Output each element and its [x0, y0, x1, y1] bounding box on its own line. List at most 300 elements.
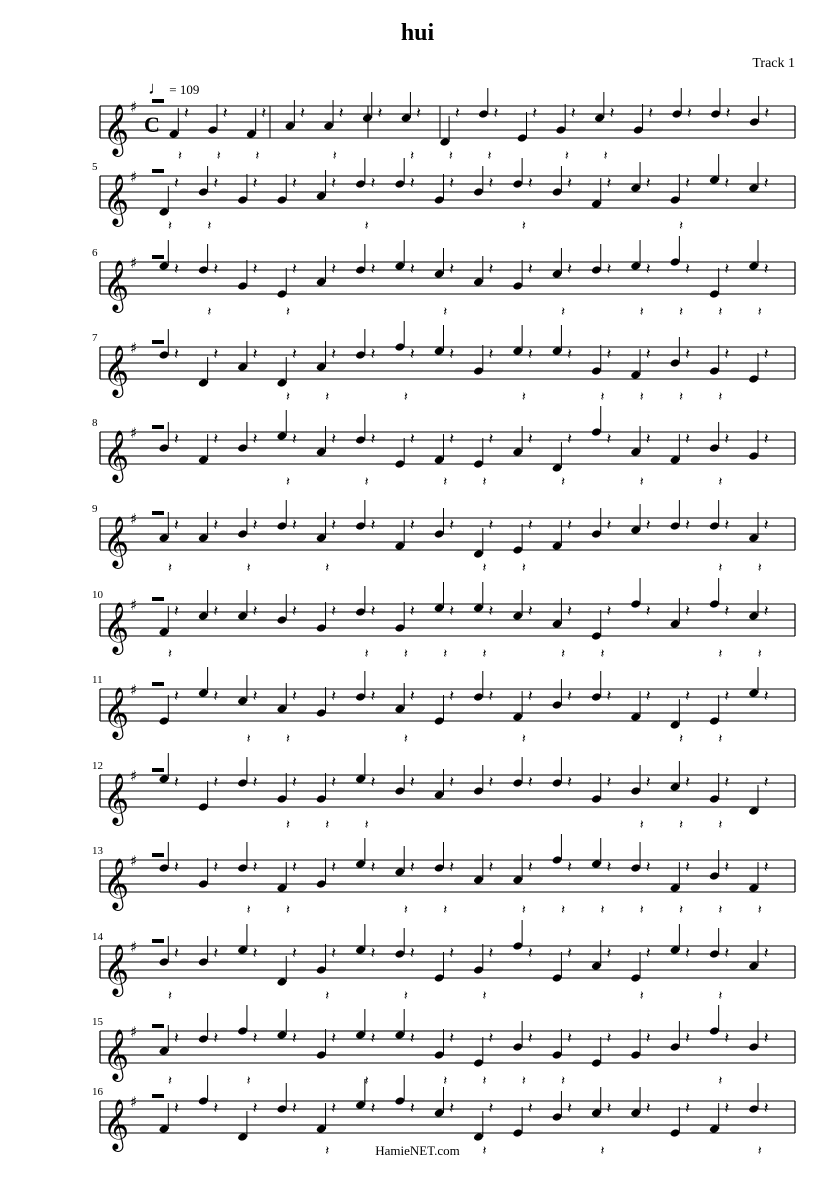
quarter-rest-icon: 𝄽 — [718, 903, 723, 918]
quarter-rest-icon: 𝄽 — [488, 344, 494, 363]
sharp-icon: ♯ — [130, 510, 138, 528]
quarter-rest-icon: 𝄽 — [168, 219, 172, 234]
staff-system — [92, 834, 795, 918]
quarter-rest-icon: 𝄽 — [493, 103, 499, 122]
measure-number: 15 — [92, 1016, 103, 1028]
quarter-rest-icon: 𝄽 — [567, 601, 573, 620]
quarter-rest-icon: 𝄽 — [724, 772, 730, 791]
quarter-rest-icon: 𝄽 — [409, 515, 415, 534]
quarter-rest-icon: 𝄽 — [449, 173, 455, 192]
quarter-rest-icon: 𝄽 — [252, 686, 258, 705]
quarter-rest-icon: 𝄽 — [331, 601, 337, 620]
quarter-rest-icon: 𝄽 — [679, 219, 684, 234]
quarter-rest-icon: 𝄽 — [763, 429, 769, 448]
quarter-rest-icon: 𝄽 — [645, 173, 651, 192]
quarter-rest-icon: 𝄽 — [410, 149, 415, 164]
quarter-rest-icon: 𝄽 — [645, 857, 651, 876]
quarter-rest-icon: 𝄽 — [325, 390, 330, 405]
quarter-rest-icon: 𝄽 — [567, 943, 573, 962]
quarter-rest-icon: 𝄽 — [606, 601, 612, 620]
quarter-rest-icon: 𝄽 — [645, 686, 651, 705]
quarter-rest-icon: 𝄽 — [567, 857, 573, 876]
quarter-rest-icon: 𝄽 — [285, 305, 290, 320]
quarter-rest-icon: 𝄽 — [252, 515, 258, 534]
rest-icon — [152, 1024, 164, 1028]
quarter-rest-icon: 𝄽 — [213, 259, 219, 278]
quarter-rest-icon: 𝄽 — [449, 344, 455, 363]
quarter-rest-icon: 𝄽 — [370, 772, 376, 791]
quarter-rest-icon: 𝄽 — [207, 219, 212, 234]
quarter-rest-icon: 𝄽 — [763, 1028, 769, 1047]
quarter-rest-icon: 𝄽 — [600, 903, 605, 918]
quarter-rest-icon: 𝄽 — [449, 515, 455, 534]
staff-system — [92, 154, 795, 234]
sharp-icon: ♯ — [130, 1023, 138, 1041]
quarter-rest-icon: 𝄽 — [443, 305, 448, 320]
quarter-rest-icon: 𝄽 — [686, 103, 692, 122]
sharp-icon: ♯ — [130, 596, 138, 614]
quarter-rest-icon: 𝄽 — [443, 1074, 448, 1089]
quarter-rest-icon: 𝄽 — [291, 601, 297, 620]
quarter-rest-icon: 𝄽 — [213, 857, 219, 876]
quarter-rest-icon: 𝄽 — [222, 103, 228, 122]
treble-clef-icon: 𝄞 — [103, 773, 130, 824]
time-signature: C — [144, 112, 160, 137]
quarter-rest-icon: 𝄽 — [725, 103, 731, 122]
quarter-rest-icon: 𝄽 — [246, 561, 251, 576]
quarter-rest-icon: 𝄽 — [291, 173, 297, 192]
quarter-rest-icon: 𝄽 — [454, 103, 460, 122]
quarter-rest-icon: 𝄽 — [370, 1098, 376, 1117]
treble-clef-icon: 𝄞 — [103, 174, 130, 225]
quarter-rest-icon: 𝄽 — [645, 1098, 651, 1117]
quarter-rest-icon: 𝄽 — [639, 305, 644, 320]
quarter-rest-icon: 𝄽 — [184, 103, 189, 122]
staff-system — [92, 500, 795, 576]
quarter-rest-icon: 𝄽 — [561, 647, 566, 662]
quarter-rest-icon: 𝄽 — [216, 149, 221, 164]
quarter-rest-icon: 𝄽 — [370, 344, 376, 363]
staff-system — [92, 753, 795, 833]
quarter-rest-icon: 𝄽 — [685, 601, 690, 620]
quarter-rest-icon: 𝄽 — [325, 989, 330, 1004]
sharp-icon: ♯ — [130, 339, 138, 357]
quarter-rest-icon: 𝄽 — [488, 857, 494, 876]
quarter-rest-icon: 𝄽 — [331, 686, 337, 705]
quarter-rest-icon: 𝄽 — [168, 647, 172, 662]
quarter-rest-icon: 𝄽 — [487, 149, 492, 164]
staff-system — [92, 920, 795, 1004]
treble-clef-icon: 𝄞 — [103, 687, 130, 738]
sharp-icon: ♯ — [130, 681, 138, 699]
treble-clef-icon: 𝄞 — [103, 104, 130, 155]
quarter-rest-icon: 𝄽 — [527, 429, 533, 448]
quarter-rest-icon: 𝄽 — [606, 344, 612, 363]
quarter-rest-icon: 𝄽 — [567, 259, 573, 278]
quarter-rest-icon: 𝄽 — [609, 103, 615, 122]
quarter-rest-icon: 𝄽 — [600, 647, 605, 662]
footer-credit: HamieNET.com — [375, 1143, 460, 1158]
quarter-rest-icon: 𝄽 — [449, 1028, 455, 1047]
measure-number: 5 — [92, 161, 98, 173]
quarter-rest-icon: 𝄽 — [168, 989, 172, 1004]
quarter-rest-icon: 𝄽 — [724, 1098, 730, 1117]
staff-system — [92, 406, 795, 490]
measure-number: 13 — [92, 845, 103, 857]
quarter-rest-icon: 𝄽 — [252, 1098, 258, 1117]
quarter-rest-icon: 𝄽 — [645, 259, 651, 278]
treble-clef-icon: 𝄞 — [103, 944, 130, 995]
quarter-rest-icon: 𝄽 — [482, 1074, 487, 1089]
quarter-rest-icon: 𝄽 — [246, 1074, 251, 1089]
quarter-rest-icon: 𝄽 — [561, 475, 566, 490]
quarter-rest-icon: 𝄽 — [527, 173, 533, 192]
quarter-rest-icon: 𝄽 — [403, 903, 408, 918]
quarter-rest-icon: 𝄽 — [174, 173, 179, 192]
quarter-rest-icon: 𝄽 — [403, 390, 408, 405]
quarter-rest-icon: 𝄽 — [718, 390, 723, 405]
quarter-rest-icon: 𝄽 — [685, 857, 690, 876]
quarter-rest-icon: 𝄽 — [370, 601, 376, 620]
quarter-rest-icon: 𝄽 — [449, 259, 455, 278]
quarter-rest-icon: 𝄽 — [443, 475, 448, 490]
quarter-rest-icon: 𝄽 — [482, 989, 487, 1004]
quarter-rest-icon: 𝄽 — [252, 429, 258, 448]
quarter-rest-icon: 𝄽 — [331, 857, 337, 876]
quarter-rest-icon: 𝄽 — [207, 305, 212, 320]
quarter-rest-icon: 𝄽 — [567, 686, 573, 705]
measure-number: 14 — [92, 931, 103, 943]
quarter-rest-icon: 𝄽 — [332, 149, 337, 164]
quarter-rest-icon: 𝄽 — [325, 1144, 330, 1159]
treble-clef-icon: 𝄞 — [103, 260, 130, 311]
quarter-rest-icon: 𝄽 — [521, 561, 526, 576]
quarter-rest-icon: 𝄽 — [600, 1144, 605, 1159]
quarter-rest-icon: 𝄽 — [174, 601, 179, 620]
quarter-rest-icon: 𝄽 — [679, 903, 684, 918]
quarter-rest-icon: 𝄽 — [364, 818, 369, 833]
quarter-rest-icon: 𝄽 — [648, 103, 654, 122]
quarter-rest-icon: 𝄽 — [763, 173, 769, 192]
quarter-rest-icon: 𝄽 — [685, 429, 690, 448]
staff-system — [92, 321, 795, 405]
quarter-rest-icon: 𝄽 — [409, 259, 415, 278]
quarter-rest-icon: 𝄽 — [488, 259, 494, 278]
quarter-rest-icon: 𝄽 — [252, 943, 258, 962]
sharp-icon: ♯ — [130, 424, 138, 442]
quarter-rest-icon: 𝄽 — [685, 686, 690, 705]
quarter-rest-icon: 𝄽 — [174, 1028, 179, 1047]
staff-system — [92, 236, 795, 320]
rest-icon — [152, 1094, 164, 1098]
quarter-rest-icon: 𝄽 — [448, 149, 453, 164]
quarter-rest-icon: 𝄽 — [261, 103, 267, 122]
rest-icon — [152, 853, 164, 857]
quarter-rest-icon: 𝄽 — [718, 818, 723, 833]
quarter-rest-icon: 𝄽 — [685, 173, 690, 192]
quarter-rest-icon: 𝄽 — [527, 857, 533, 876]
quarter-rest-icon: 𝄽 — [645, 515, 651, 534]
quarter-rest-icon: 𝄽 — [606, 686, 612, 705]
quarter-rest-icon: 𝄽 — [724, 259, 730, 278]
quarter-rest-icon: 𝄽 — [488, 173, 494, 192]
quarter-rest-icon: 𝄽 — [757, 561, 762, 576]
quarter-rest-icon: 𝄽 — [213, 1098, 219, 1117]
measure-number: 6 — [92, 247, 98, 259]
quarter-rest-icon: 𝄽 — [757, 1144, 762, 1159]
quarter-rest-icon: 𝄽 — [527, 686, 533, 705]
quarter-rest-icon: 𝄽 — [409, 344, 415, 363]
quarter-rest-icon: 𝄽 — [291, 772, 297, 791]
measure-number: 11 — [92, 674, 103, 686]
quarter-rest-icon: 𝄽 — [370, 515, 376, 534]
quarter-rest-icon: 𝄽 — [331, 515, 337, 534]
measure-number: 10 — [92, 589, 103, 601]
quarter-rest-icon: 𝄽 — [246, 732, 251, 747]
quarter-rest-icon: 𝄽 — [325, 561, 330, 576]
sharp-icon: ♯ — [130, 1093, 138, 1111]
quarter-rest-icon: 𝄽 — [567, 1028, 573, 1047]
treble-clef-icon: 𝄞 — [103, 858, 130, 909]
quarter-rest-icon: 𝄽 — [685, 943, 690, 962]
quarter-rest-icon: 𝄽 — [409, 943, 415, 962]
quarter-rest-icon: 𝄽 — [724, 686, 730, 705]
quarter-rest-icon: 𝄽 — [488, 1098, 494, 1117]
quarter-rest-icon: 𝄽 — [685, 515, 690, 534]
quarter-rest-icon: 𝄽 — [252, 173, 258, 192]
quarter-rest-icon: 𝄽 — [488, 943, 494, 962]
quarter-rest-icon: 𝄽 — [606, 1028, 612, 1047]
quarter-rest-icon: 𝄽 — [482, 1144, 487, 1159]
quarter-rest-icon: 𝄽 — [174, 344, 179, 363]
quarter-rest-icon: 𝄽 — [255, 149, 260, 164]
quarter-rest-icon: 𝄽 — [645, 1028, 651, 1047]
quarter-rest-icon: 𝄽 — [645, 943, 651, 962]
quarter-rest-icon: 𝄽 — [763, 601, 769, 620]
quarter-rest-icon: 𝄽 — [488, 686, 494, 705]
sharp-icon: ♯ — [130, 254, 138, 272]
quarter-rest-icon: 𝄽 — [685, 344, 690, 363]
quarter-rest-icon: 𝄽 — [331, 1028, 337, 1047]
quarter-rest-icon: 𝄽 — [403, 647, 408, 662]
quarter-rest-icon: 𝄽 — [213, 1028, 219, 1047]
quarter-rest-icon: 𝄽 — [567, 173, 573, 192]
quarter-rest-icon: 𝄽 — [291, 1098, 297, 1117]
quarter-rest-icon: 𝄽 — [606, 173, 612, 192]
treble-clef-icon: 𝄞 — [103, 1029, 130, 1080]
treble-clef-icon: 𝄞 — [103, 345, 130, 396]
piece-title: hui — [400, 20, 435, 46]
treble-clef-icon: 𝄞 — [103, 430, 130, 481]
quarter-rest-icon: 𝄽 — [724, 601, 730, 620]
quarter-rest-icon: 𝄽 — [763, 515, 769, 534]
quarter-rest-icon: 𝄽 — [213, 515, 219, 534]
quarter-rest-icon: 𝄽 — [178, 149, 182, 164]
quarter-rest-icon: 𝄽 — [409, 429, 415, 448]
quarter-rest-icon: 𝄽 — [606, 259, 612, 278]
quarter-rest-icon: 𝄽 — [213, 686, 219, 705]
quarter-rest-icon: 𝄽 — [527, 344, 533, 363]
quarter-rest-icon: 𝄽 — [527, 515, 533, 534]
quarter-rest-icon: 𝄽 — [570, 103, 576, 122]
quarter-rest-icon: 𝄽 — [527, 1098, 533, 1117]
quarter-rest-icon: 𝄽 — [338, 103, 344, 122]
quarter-rest-icon: 𝄽 — [252, 259, 258, 278]
quarter-rest-icon: 𝄽 — [645, 429, 651, 448]
measure-number: 8 — [92, 417, 98, 429]
quarter-rest-icon: 𝄽 — [718, 647, 723, 662]
quarter-rest-icon: 𝄽 — [285, 475, 290, 490]
quarter-rest-icon: 𝄽 — [488, 515, 494, 534]
quarter-rest-icon: 𝄽 — [527, 772, 533, 791]
quarter-rest-icon: 𝄽 — [443, 903, 448, 918]
quarter-rest-icon: 𝄽 — [527, 943, 533, 962]
quarter-rest-icon: 𝄽 — [763, 1098, 769, 1117]
rest-icon — [152, 768, 164, 772]
quarter-rest-icon: 𝄽 — [213, 772, 219, 791]
track-label: Track 1 — [752, 56, 795, 71]
quarter-rest-icon: 𝄽 — [606, 943, 612, 962]
quarter-rest-icon: 𝄽 — [639, 989, 644, 1004]
quarter-rest-icon: 𝄽 — [291, 259, 297, 278]
quarter-rest-icon: 𝄽 — [174, 429, 179, 448]
quarter-rest-icon: 𝄽 — [370, 857, 376, 876]
staff-system — [92, 667, 795, 747]
quarter-rest-icon: 𝄽 — [521, 219, 526, 234]
staff-system — [100, 88, 795, 164]
quarter-rest-icon: 𝄽 — [603, 149, 608, 164]
quarter-rest-icon: 𝄽 — [449, 1098, 455, 1117]
quarter-rest-icon: 𝄽 — [409, 1098, 415, 1117]
treble-clef-icon: 𝄞 — [103, 1099, 130, 1150]
quarter-rest-icon: 𝄽 — [370, 429, 376, 448]
rest-icon — [152, 682, 164, 686]
quarter-rest-icon: 𝄽 — [168, 1074, 172, 1089]
quarter-rest-icon: 𝄽 — [300, 103, 305, 122]
rest-icon — [152, 255, 164, 259]
quarter-rest-icon: 𝄽 — [416, 103, 422, 122]
quarter-rest-icon: 𝄽 — [685, 772, 690, 791]
quarter-rest-icon: 𝄽 — [370, 686, 376, 705]
quarter-rest-icon: 𝄽 — [364, 1074, 369, 1089]
quarter-rest-icon: 𝄽 — [561, 903, 566, 918]
quarter-rest-icon: 𝄽 — [488, 601, 494, 620]
quarter-rest-icon: 𝄽 — [213, 344, 219, 363]
quarter-rest-icon: 𝄽 — [246, 903, 251, 918]
quarter-rest-icon: 𝄽 — [567, 1098, 573, 1117]
quarter-rest-icon: 𝄽 — [521, 1074, 526, 1089]
quarter-rest-icon: 𝄽 — [724, 344, 730, 363]
quarter-rest-icon: 𝄽 — [527, 1028, 533, 1047]
quarter-rest-icon: 𝄽 — [449, 772, 455, 791]
quarter-rest-icon: 𝄽 — [757, 903, 762, 918]
quarter-rest-icon: 𝄽 — [567, 772, 573, 791]
quarter-rest-icon: 𝄽 — [403, 732, 408, 747]
quarter-rest-icon: 𝄽 — [724, 1028, 730, 1047]
quarter-rest-icon: 𝄽 — [718, 989, 723, 1004]
quarter-rest-icon: 𝄽 — [409, 686, 415, 705]
quarter-rest-icon: 𝄽 — [606, 1098, 612, 1117]
quarter-rest-icon: 𝄽 — [409, 601, 415, 620]
quarter-rest-icon: 𝄽 — [679, 390, 684, 405]
measure-number: 12 — [92, 760, 103, 772]
quarter-rest-icon: 𝄽 — [291, 686, 297, 705]
rest-icon — [152, 597, 164, 601]
quarter-rest-icon: 𝄽 — [482, 647, 487, 662]
quarter-rest-icon: 𝄽 — [174, 515, 179, 534]
quarter-rest-icon: 𝄽 — [213, 601, 219, 620]
tempo-value: = 109 — [169, 82, 200, 97]
quarter-rest-icon: 𝄽 — [724, 173, 730, 192]
quarter-rest-icon: 𝄽 — [757, 305, 762, 320]
quarter-rest-icon: 𝄽 — [606, 515, 612, 534]
sharp-icon: ♯ — [130, 767, 138, 785]
quarter-rest-icon: 𝄽 — [331, 344, 337, 363]
quarter-rest-icon: 𝄽 — [561, 1074, 566, 1089]
quarter-rest-icon: 𝄽 — [174, 772, 179, 791]
quarter-rest-icon: 𝄽 — [285, 732, 290, 747]
quarter-rest-icon: 𝄽 — [370, 259, 376, 278]
quarter-rest-icon: 𝄽 — [639, 903, 644, 918]
rest-icon — [152, 340, 164, 344]
quarter-rest-icon: 𝄽 — [606, 772, 612, 791]
quarter-rest-icon: 𝄽 — [561, 305, 566, 320]
quarter-rest-icon: 𝄽 — [482, 475, 487, 490]
rest-icon — [152, 99, 164, 103]
quarter-rest-icon: 𝄽 — [724, 515, 730, 534]
quarter-rest-icon: 𝄽 — [488, 1028, 494, 1047]
quarter-rest-icon: 𝄽 — [724, 857, 730, 876]
quarter-rest-icon: 𝄽 — [449, 601, 455, 620]
quarter-rest-icon: 𝄽 — [645, 601, 651, 620]
quarter-rest-icon: 𝄽 — [252, 1028, 258, 1047]
quarter-rest-icon: 𝄽 — [488, 429, 494, 448]
quarter-rest-icon: 𝄽 — [252, 601, 258, 620]
quarter-rest-icon: 𝄽 — [377, 103, 383, 122]
quarter-rest-icon: 𝄽 — [213, 429, 219, 448]
quarter-rest-icon: 𝄽 — [331, 429, 337, 448]
quarter-rest-icon: 𝄽 — [291, 1028, 297, 1047]
staff-system — [92, 1005, 795, 1089]
quarter-rest-icon: 𝄽 — [606, 429, 612, 448]
rest-icon — [152, 425, 164, 429]
quarter-rest-icon: 𝄽 — [213, 173, 219, 192]
quarter-rest-icon: 𝄽 — [252, 772, 258, 791]
quarter-rest-icon: 𝄽 — [291, 943, 297, 962]
quarter-rest-icon: 𝄽 — [252, 344, 258, 363]
quarter-rest-icon: 𝄽 — [645, 344, 651, 363]
quarter-rest-icon: 𝄽 — [718, 475, 723, 490]
quarter-rest-icon: 𝄽 — [567, 429, 573, 448]
quarter-note-icon: ♩ — [148, 78, 166, 98]
quarter-rest-icon: 𝄽 — [364, 475, 369, 490]
staff-system — [92, 578, 795, 662]
quarter-rest-icon: 𝄽 — [291, 857, 297, 876]
treble-clef-icon: 𝄞 — [103, 516, 130, 567]
quarter-rest-icon: 𝄽 — [685, 1098, 690, 1117]
quarter-rest-icon: 𝄽 — [409, 772, 415, 791]
rest-icon — [152, 511, 164, 515]
quarter-rest-icon: 𝄽 — [763, 772, 769, 791]
quarter-rest-icon: 𝄽 — [409, 1028, 415, 1047]
quarter-rest-icon: 𝄽 — [409, 173, 415, 192]
quarter-rest-icon: 𝄽 — [724, 943, 730, 962]
quarter-rest-icon: 𝄽 — [331, 1098, 337, 1117]
quarter-rest-icon: 𝄽 — [764, 103, 770, 122]
quarter-rest-icon: 𝄽 — [567, 515, 573, 534]
quarter-rest-icon: 𝄽 — [252, 857, 258, 876]
quarter-rest-icon: 𝄽 — [718, 561, 723, 576]
